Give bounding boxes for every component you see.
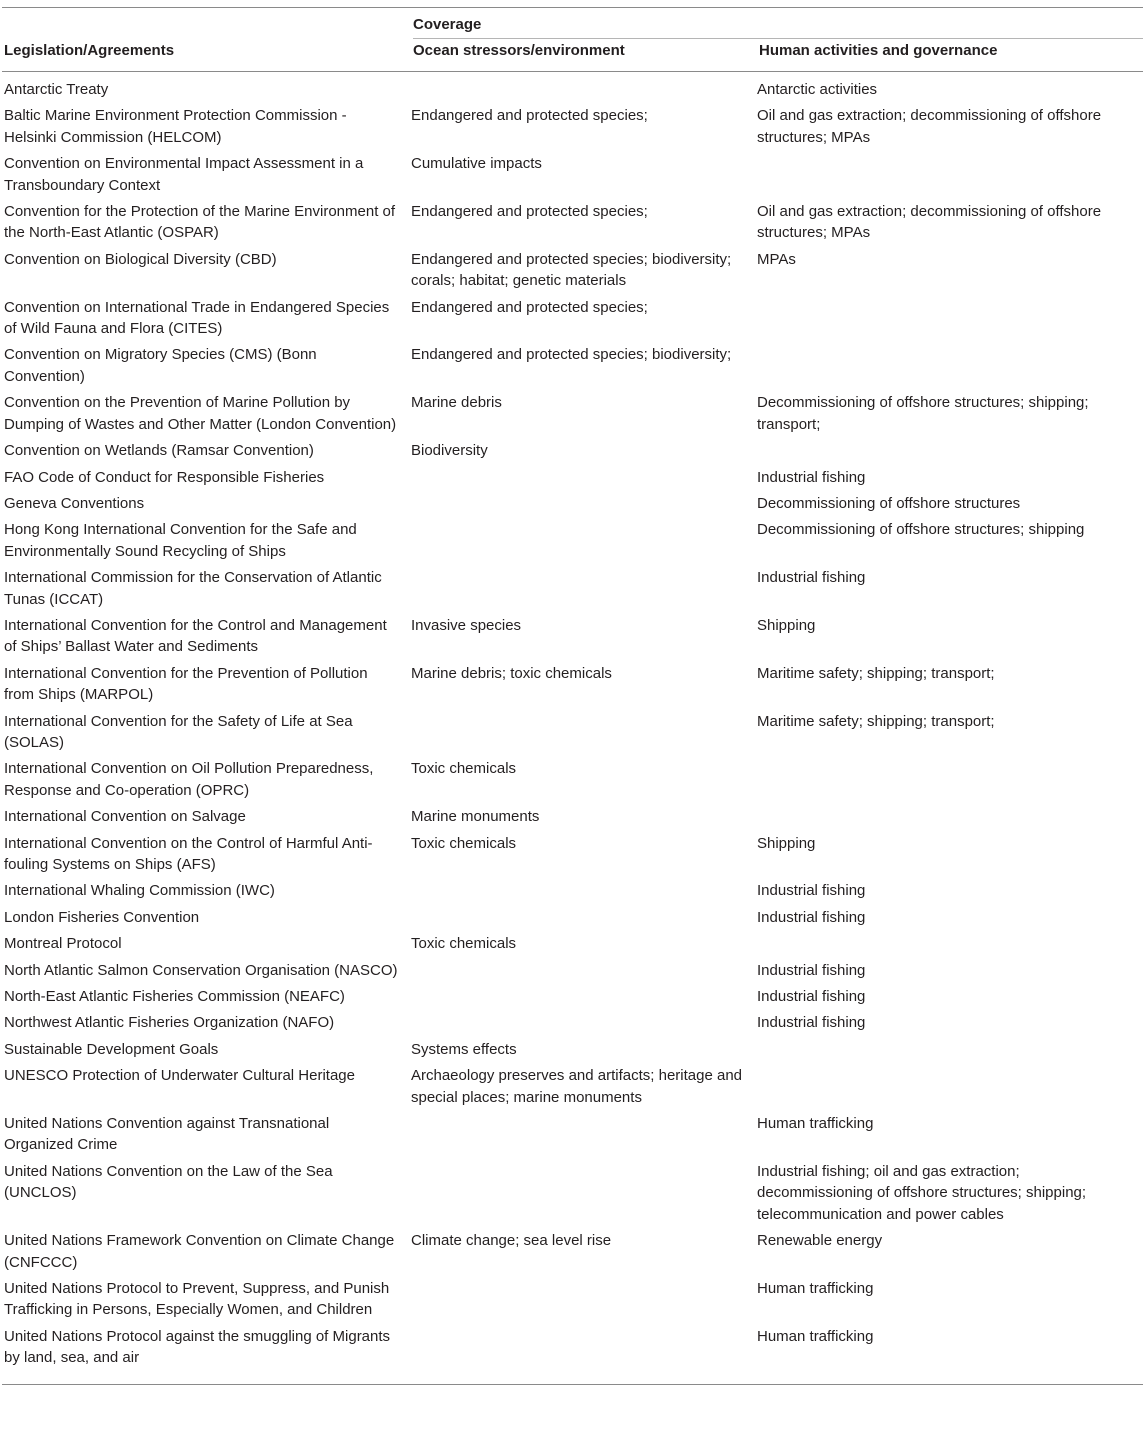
cell-stressors [411, 986, 757, 1007]
cell-activities: Industrial fishing [757, 961, 866, 979]
table-row [2, 933, 1143, 954]
cell-stressors: Endangered and protected species; [411, 298, 648, 316]
cell-stressors: Archaeology preserves and artifacts; heritage and special places; marine monuments [411, 1067, 743, 1106]
table-row [2, 249, 1143, 292]
cell-legislation: International Convention for the Prevention of Pollution from Ships (MARPOL) [4, 664, 368, 704]
cell-stressors: Systems effects [411, 1040, 517, 1058]
cell-activities [757, 344, 1143, 387]
cell-legislation: Antarctic Treaty [4, 81, 109, 98]
cell-stressors [411, 1278, 757, 1321]
column-header-activities: Human activities and governance [759, 42, 998, 59]
table-row [2, 615, 1143, 658]
table-row [2, 1278, 1143, 1321]
cell-legislation: North Atlantic Salmon Conservation Organisation (NASCO) [4, 961, 398, 979]
cell-activities: Human trafficking [757, 1115, 874, 1133]
cell-activities: Maritime safety; shipping; transport; [757, 712, 995, 730]
cell-legislation: International Convention on Oil Pollution Preparedness, Response and Co-operation (OPRC) [4, 760, 374, 799]
coverage-rule [413, 38, 1143, 39]
cell-legislation: North-East Atlantic Fisheries Commission (NEAFC) [4, 988, 345, 1006]
cell-activities: Human trafficking [757, 1279, 874, 1297]
cell-activities: Shipping [757, 616, 816, 634]
table-row [2, 1326, 1143, 1369]
cell-stressors [411, 493, 757, 514]
cell-legislation: International Commission for the Conservation of Atlantic Tunas (ICCAT) [4, 569, 382, 608]
cell-activities: Decommissioning of offshore structures [757, 494, 1021, 512]
cell-activities: Industrial fishing [757, 908, 866, 926]
cell-legislation: Convention for the Protection of the Marine Environment of the North-East Atlantic (OSPAR) [4, 203, 396, 242]
cell-legislation: London Fisheries Convention [4, 908, 200, 926]
cell-legislation: Convention on the Prevention of Marine Pollution by Dumping of Wastes and Other Matter (London Convention) [4, 394, 397, 433]
table-row [2, 297, 1143, 340]
cell-legislation: Montreal Protocol [4, 935, 122, 953]
table-row [2, 986, 1143, 1007]
cell-stressors: Toxic chemicals [411, 935, 517, 953]
table-body [2, 72, 1143, 1384]
cell-stressors [411, 519, 757, 562]
cell-activities [757, 1039, 1143, 1060]
table-header [2, 8, 1143, 71]
table-row [2, 806, 1143, 827]
cell-stressors: Cumulative impacts [411, 155, 542, 173]
cell-activities: Oil and gas extraction; decommissioning of offshore structures; MPAs [757, 107, 1102, 146]
cell-legislation: Hong Kong International Convention for the Safe and Environmentally Sound Recycling of Ships [4, 521, 357, 560]
cell-legislation: United Nations Convention against Transnational Organized Crime [4, 1115, 330, 1154]
cell-activities: Antarctic activities [757, 81, 878, 98]
cell-activities: Industrial fishing; oil and gas extraction; decommissioning of offshore structures; shipping; telecommunication and power cables [757, 1162, 1087, 1223]
cell-legislation: Geneva Conventions [4, 494, 145, 512]
cell-legislation: International Whaling Commission (IWC) [4, 882, 275, 900]
table-row [2, 567, 1143, 610]
cell-activities: Oil and gas extraction; decommissioning of offshore structures; MPAs [757, 203, 1102, 242]
cell-legislation: International Convention on the Control of Harmful Anti-fouling Systems on Ships (AFS) [4, 834, 373, 873]
cell-stressors: Marine debris [411, 394, 502, 412]
cell-legislation: Sustainable Development Goals [4, 1040, 219, 1058]
cell-activities [757, 933, 1143, 954]
cell-stressors [411, 960, 757, 981]
cell-legislation: Northwest Atlantic Fisheries Organization (NAFO) [4, 1014, 335, 1032]
cell-activities [757, 806, 1143, 827]
cell-legislation: Baltic Marine Environment Protection Commission - Helsinki Commission (HELCOM) [4, 107, 347, 146]
cell-activities [757, 758, 1143, 801]
table-row [2, 663, 1143, 706]
cell-legislation: International Convention on Salvage [4, 808, 246, 826]
table-row [2, 833, 1143, 876]
cell-stressors [411, 567, 757, 610]
cell-stressors: Marine monuments [411, 808, 540, 826]
cell-legislation: United Nations Protocol to Prevent, Suppress, and Punish Trafficking in Persons, Especially Women, and Children [4, 1279, 390, 1319]
cell-activities: Industrial fishing [757, 988, 866, 1006]
cell-stressors [411, 467, 757, 488]
cell-activities: Industrial fishing [757, 569, 866, 587]
table-row [2, 1012, 1143, 1033]
cell-legislation: Convention on International Trade in Endangered Species of Wild Fauna and Flora (CITES) [4, 298, 390, 338]
cell-activities [757, 1065, 1143, 1108]
cell-stressors: Endangered and protected species; biodiversity; corals; habitat; genetic materials [411, 250, 732, 290]
cell-activities: MPAs [757, 250, 796, 268]
cell-stressors: Invasive species [411, 616, 522, 634]
table-row [2, 519, 1143, 562]
table-row [2, 880, 1143, 901]
cell-stressors: Endangered and protected species; [411, 107, 648, 125]
cell-stressors: Marine debris; toxic chemicals [411, 664, 612, 682]
cell-stressors [411, 1113, 757, 1156]
table-row [2, 1230, 1143, 1273]
cell-stressors [411, 907, 757, 928]
bottom-rule [2, 1384, 1143, 1385]
cell-legislation: UNESCO Protection of Underwater Cultural Heritage [4, 1067, 355, 1085]
cell-activities: Shipping [757, 834, 816, 852]
cell-stressors: Climate change; sea level rise [411, 1232, 612, 1250]
cell-legislation: United Nations Convention on the Law of the Sea (UNCLOS) [4, 1162, 333, 1202]
table-row [2, 344, 1143, 387]
cell-activities: Industrial fishing [757, 882, 866, 900]
table-row [2, 79, 1143, 100]
cell-activities: Renewable energy [757, 1232, 883, 1250]
cell-activities: Industrial fishing [757, 468, 866, 486]
table-row [2, 153, 1143, 196]
table-row [2, 1065, 1143, 1108]
cell-legislation: Convention on Wetlands (Ramsar Convention) [4, 442, 314, 460]
cell-legislation: International Convention for the Control and Management of Ships’ Ballast Water and Sediments [4, 616, 387, 656]
table-row [2, 467, 1143, 488]
table-row [2, 1039, 1143, 1060]
cell-stressors: Endangered and protected species; [411, 203, 648, 221]
cell-legislation: United Nations Framework Convention on Climate Change (CNFCCC) [4, 1232, 395, 1271]
table-row [2, 960, 1143, 981]
cell-stressors [411, 79, 757, 100]
cell-stressors [411, 1012, 757, 1033]
table-row [2, 392, 1143, 435]
cell-stressors [411, 711, 757, 754]
cell-activities [757, 440, 1143, 461]
cell-activities [757, 297, 1143, 340]
cell-activities: Human trafficking [757, 1327, 874, 1345]
cell-legislation: United Nations Protocol against the smuggling of Migrants by land, sea, and air [4, 1327, 391, 1367]
cell-stressors: Endangered and protected species; biodiversity; [411, 346, 732, 364]
table-row [2, 493, 1143, 514]
table-row [2, 440, 1143, 461]
cell-activities: Maritime safety; shipping; transport; [757, 664, 995, 682]
column-header-legislation: Legislation/Agreements [4, 42, 175, 59]
cell-activities: Industrial fishing [757, 1014, 866, 1032]
cell-legislation: International Convention for the Safety of Life at Sea (SOLAS) [4, 712, 353, 751]
cell-stressors [411, 880, 757, 901]
coverage-header: Coverage [413, 16, 482, 33]
cell-activities: Decommissioning of offshore structures; shipping; transport; [757, 394, 1089, 433]
table-row [2, 907, 1143, 928]
cell-stressors [411, 1161, 757, 1225]
cell-legislation: Convention on Biological Diversity (CBD) [4, 250, 277, 268]
column-header-stressors: Ocean stressors/environment [413, 42, 625, 59]
cell-stressors [411, 1326, 757, 1369]
cell-activities [757, 153, 1143, 196]
legislation-table [2, 7, 1143, 1385]
cell-activities: Decommissioning of offshore structures; shipping [757, 521, 1085, 539]
cell-stressors: Biodiversity [411, 442, 488, 460]
cell-stressors: Toxic chemicals [411, 760, 517, 778]
table-row [2, 201, 1143, 244]
cell-legislation: Convention on Migratory Species (CMS) (Bonn Convention) [4, 346, 317, 385]
table-row [2, 105, 1143, 148]
table-row [2, 1113, 1143, 1156]
table-row [2, 758, 1143, 801]
table-row [2, 1161, 1143, 1225]
cell-legislation: FAO Code of Conduct for Responsible Fisheries [4, 468, 325, 486]
cell-legislation: Convention on Environmental Impact Assessment in a Transboundary Context [4, 155, 364, 194]
cell-stressors: Toxic chemicals [411, 834, 517, 852]
table-row [2, 711, 1143, 754]
